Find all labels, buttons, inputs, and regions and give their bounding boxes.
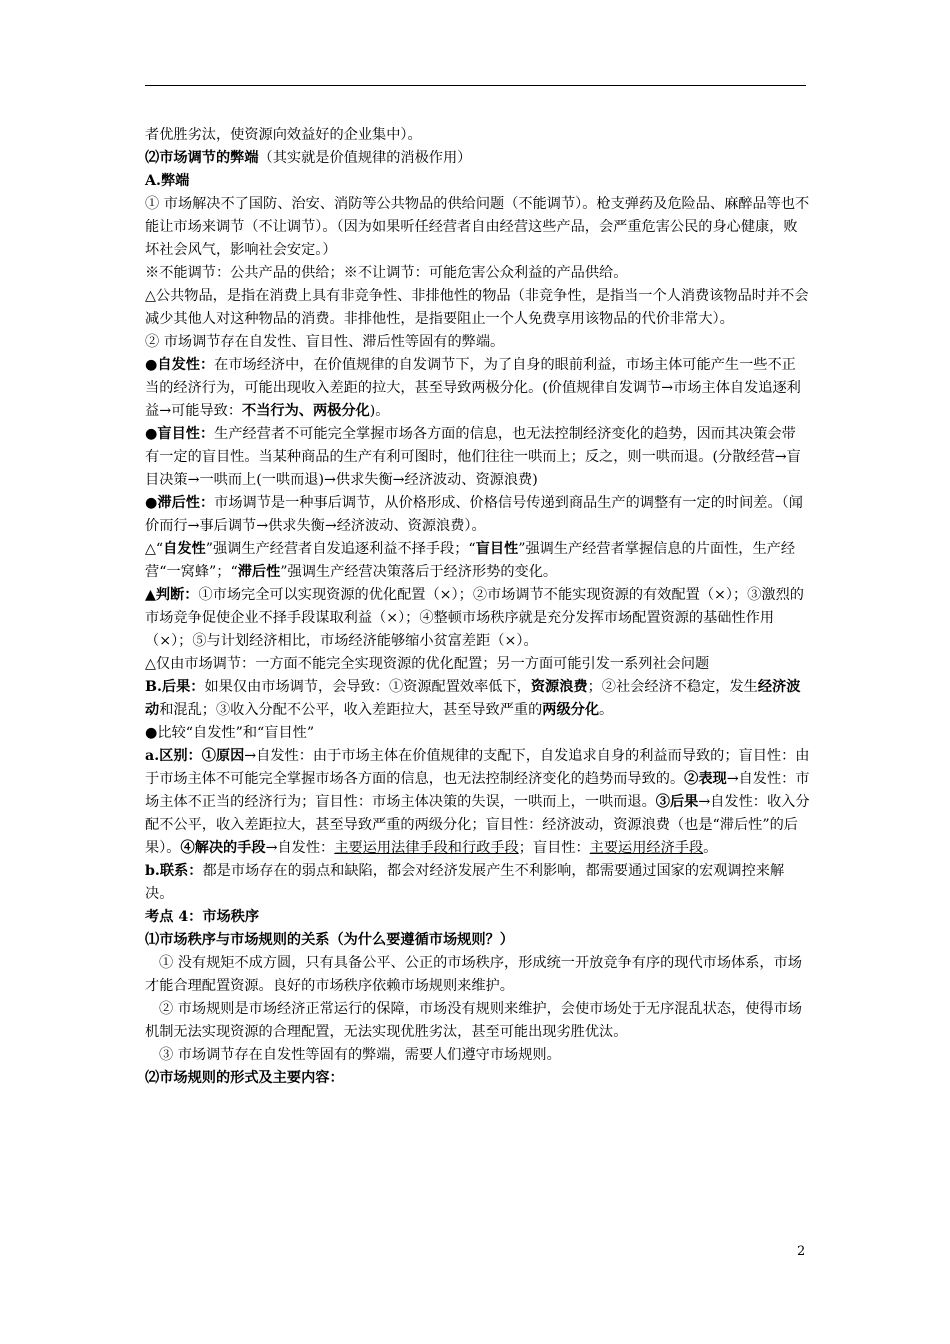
paragraph: ●盲目性：生产经营者不可能完全掌握市场各方面的信息，也无法控制经济变化的趋势，因而其决策会带有一定的盲目性。当某种商品的生产有利可图时，他们往往一哄而上；反之，则一哄而退。(分散经营→盲目决策→一哄而上(一哄而退)→供求失衡→经济波动、资源浪费)	[145, 426, 801, 488]
section-heading: ⑵市场规则的形式及主要内容：	[145, 1070, 344, 1086]
paragraph: ※不能调节：公共产品的供给；※不让调节：可能危害公众利益的产品供给。	[145, 265, 628, 281]
section-heading: ⑵市场调节的弊端（其实就是价值规律的消极作用）	[145, 150, 472, 166]
header-rule	[145, 85, 806, 86]
paragraph: ② 市场规则是市场经济正常运行的保障，市场没有规则来维护，会使市场处于无序混乱状态，使得市场机制无法实现资源的合理配置，无法实现优胜劣汰，甚至可能出现劣胜优汰。	[145, 1001, 802, 1040]
document-body	[145, 124, 810, 1090]
paragraph: ① 市场解决不了国防、治安、消防等公共物品的供给问题（不能调节）。枪支弹药及危险品、麻醉品等也不能让市场来调节（不让调节）。（因为如果听任经营者自由经营这些产品，会严重危害公民的身心健康，败坏社会风气，影响社会安定。）	[145, 196, 810, 258]
subheading: A.弊端	[145, 173, 190, 189]
paragraph: ② 市场调节存在自发性、盲目性、滞后性等固有的弊端。	[145, 334, 505, 350]
paragraph: △仅由市场调节：一方面不能完全实现资源的优化配置；另一方面可能引发一系列社会问题	[145, 656, 710, 672]
paragraph: △“自发性”强调生产经营者自发追逐利益不择手段；“盲目性”强调生产经营者掌握信息的片面性，生产经营“一窝蜂”；“滞后性”强调生产经营决策落后于经济形势的变化。	[145, 541, 796, 580]
paragraph: a.区别：①原因→自发性：由于市场主体在价值规律的支配下，自发追求自身的利益而导致的；盲目性：由于市场主体不可能完全掌握市场各方面的信息，也无法控制经济变化的趋势而导致的。②表现→自发性：市场主体不正当的经济行为；盲目性：市场主体决策的失误，一哄而上，一哄而退。③后果→自发性：收入分配不公平，收入差距拉大，甚至导致严重的两级分化；盲目性：经济波动，资源浪费（也是“滞后性”的后果）。④解决的手段→自发性：主要运用法律手段和行政手段；盲目性：主要运用经济手段。	[145, 748, 810, 856]
section-heading: 考点 4：市场秩序	[145, 909, 260, 925]
section-heading: ⑴市场秩序与市场规则的关系（为什么要遵循市场规则？）	[145, 932, 514, 948]
paragraph: b.联系：都是市场存在的弱点和缺陷，都会对经济发展产生不利影响，都需要通过国家的宏观调控来解决。	[145, 863, 785, 902]
paragraph: △公共物品，是指在消费上具有非竞争性、非排他性的物品（非竞争性，是指当一个人消费该物品时并不会减少其他人对这种物品的消费。非排他性，是指要阻止一个人免费享用该物品的代价非常大）。	[145, 288, 809, 327]
paragraph: B.后果：如果仅由市场调节，会导致：①资源配置效率低下，资源浪费；②社会经济不稳定，发生经济波动和混乱；③收入分配不公平，收入差距拉大，甚至导致严重的两级分化。	[145, 679, 801, 718]
paragraph: 者优胜劣汰，使资源向效益好的企业集中）。	[145, 127, 422, 143]
paragraph: ●比较“自发性”和“盲目性”	[145, 725, 315, 741]
page-number: 2	[797, 1244, 806, 1259]
paragraph: ① 没有规矩不成方圆，只有具备公平、公正的市场秩序，形成统一开放竞争有序的现代市场体系，市场才能合理配置资源。良好的市场秩序依赖市场规则来维护。	[145, 955, 802, 994]
paragraph: ●滞后性：市场调节是一种事后调节，从价格形成、价格信号传递到商品生产的调整有一定的时间差。（闻价而行→事后调节→供求失衡→经济波动、资源浪费）。	[145, 495, 803, 534]
paragraph: ③ 市场调节存在自发性等固有的弊端，需要人们遵守市场规则。	[159, 1047, 561, 1063]
paragraph: ▲判断：①市场完全可以实现资源的优化配置（×）；②市场调节不能实现资源的有效配置（×）；③激烈的市场竞争促使企业不择手段谋取利益（×）；④整顿市场秩序就是充分发挥市场配置资源的基础性作用（×）；⑤与计划经济相比，市场经济能够缩小贫富差距（×）。	[145, 587, 804, 649]
paragraph: ●自发性：在市场经济中，在价值规律的自发调节下，为了自身的眼前利益，市场主体可能产生一些不正当的经济行为，可能出现收入差距的拉大，甚至导致两极分化。(价值规律自发调节→市场主体自发追逐利益→可能导致：不当行为、两极分化)。	[145, 357, 801, 419]
